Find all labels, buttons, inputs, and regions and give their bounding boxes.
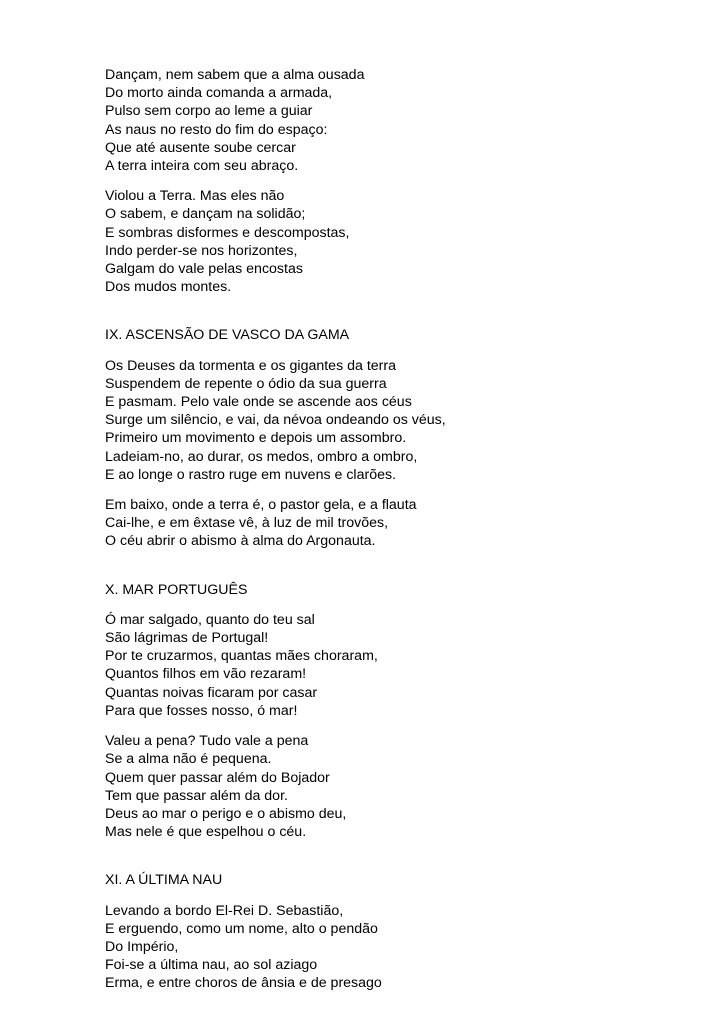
section-heading: X. MAR PORTUGUÊS (105, 581, 248, 598)
verse-line: Surge um silêncio, e vai, da névoa ondeando os véus, (105, 412, 446, 429)
verse-line: Foi-se a última nau, ao sol aziago (105, 957, 318, 974)
document-page (105, 66, 705, 993)
verse-line: Quantas noivas ficaram por casar (105, 684, 318, 701)
verse-line: Quantos filhos em vão rezaram! (105, 666, 307, 683)
verse-line: Galgam do vale pelas encostas (105, 261, 303, 278)
verse-line: Ó mar salgado, quanto do teu sal (105, 611, 315, 628)
verse-line: Deus ao mar o perigo e o abismo deu, (105, 805, 347, 822)
verse-line: Cai-lhe, e em êxtase vê, à luz de mil trovões, (105, 515, 389, 532)
verse-line: São lágrimas de Portugal! (105, 630, 269, 647)
section-heading: XI. A ÚLTIMA NAU (105, 872, 223, 889)
verse-line: A terra inteira com seu abraço. (105, 158, 299, 175)
stanza (105, 732, 705, 841)
stanza (105, 66, 705, 175)
verse-line: E pasmam. Pelo vale onde se ascende aos céus (105, 394, 412, 411)
verse-line: Indo perder-se nos horizontes, (105, 242, 298, 259)
stanza (105, 496, 705, 551)
verse-line: O sabem, e dançam na solidão; (105, 206, 306, 223)
verse-line: Os Deuses da tormenta e os gigantes da terra (105, 357, 397, 374)
stanza (105, 187, 705, 296)
verse-line: Valeu a pena? Tudo vale a pena (105, 733, 309, 750)
verse-line: Ladeiam-no, ao durar, os medos, ombro a ombro, (105, 448, 418, 465)
verse-line: Se a alma não é pequena. (105, 751, 272, 768)
stanza (105, 357, 705, 484)
verse-line: Violou a Terra. Mas eles não (105, 188, 285, 205)
verse-line: Tem que passar além da dor. (105, 787, 288, 804)
verse-line: Que até ausente soube cercar (105, 139, 296, 156)
verse-line: Levando a bordo El-Rei D. Sebastião, (105, 902, 344, 919)
stanza (105, 611, 705, 720)
verse-line: Dançam, nem sabem que a alma ousada (105, 67, 365, 83)
verse-line: Para que fosses nosso, ó mar! (105, 702, 298, 719)
verse-line: Dos mudos montes. (105, 279, 232, 296)
verse-line: Suspendem de repente o ódio da sua guerra (105, 375, 387, 392)
verse-line: Em baixo, onde a terra é, o pastor gela, e a flauta (105, 497, 417, 514)
verse-line: E sombras disformes e descompostas, (105, 224, 350, 241)
verse-line: Pulso sem corpo ao leme a guiar (105, 103, 313, 120)
verse-line: Quem quer passar além do Bojador (105, 769, 330, 786)
verse-line: Do morto ainda comanda a armada, (105, 85, 333, 102)
verse-line: As naus no resto do fim do espaço: (105, 121, 328, 138)
verse-line: Por te cruzarmos, quantas mães choraram, (105, 648, 378, 665)
verse-line: O céu abrir o abismo à alma do Argonauta. (105, 533, 376, 550)
verse-line: Mas nele é que espelhou o céu. (105, 824, 307, 841)
verse-line: Primeiro um movimento e depois um assombro. (105, 430, 407, 447)
verse-line: E erguendo, como um nome, alto o pendão (105, 920, 378, 937)
verse-line: Do Império, (105, 938, 179, 955)
verse-line: E ao longe o rastro ruge em nuvens e clarões. (105, 466, 397, 483)
section-heading: IX. ASCENSÃO DE VASCO DA GAMA (105, 327, 350, 344)
verse-line: Erma, e entre choros de ânsia e de presago (105, 975, 382, 992)
stanza (105, 902, 705, 993)
